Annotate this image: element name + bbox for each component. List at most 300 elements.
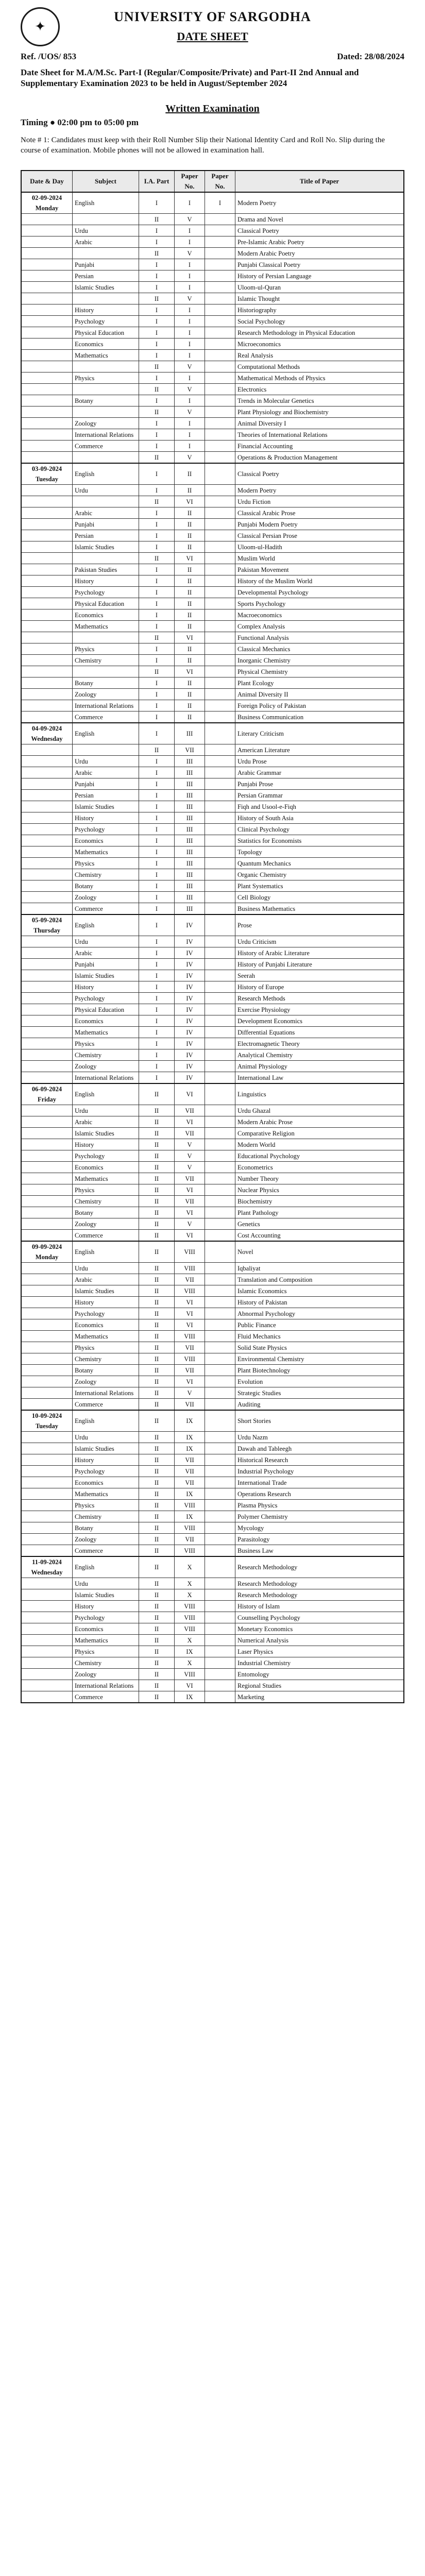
paper-no-cell bbox=[205, 1218, 235, 1230]
paper-no-cell bbox=[205, 1657, 235, 1669]
subject-cell: Psychology bbox=[73, 993, 139, 1004]
paper-title-cell: Nuclear Physics bbox=[235, 1184, 404, 1196]
part-cell: II bbox=[139, 1365, 175, 1376]
paper-no-cell bbox=[205, 1342, 235, 1353]
paper-no-cell: X bbox=[175, 1556, 205, 1578]
paper-title-cell: History of the Muslim World bbox=[235, 575, 404, 587]
date-cell bbox=[21, 1308, 73, 1319]
paper-no-cell bbox=[205, 655, 235, 666]
part-cell: I bbox=[139, 192, 175, 214]
date-cell bbox=[21, 1207, 73, 1218]
reference-number: Ref. /UOS/ 853 bbox=[21, 52, 77, 61]
part-cell: II bbox=[139, 1454, 175, 1466]
subject-cell: Chemistry bbox=[73, 655, 139, 666]
subject-cell: Economics bbox=[73, 1015, 139, 1027]
table-row bbox=[21, 936, 404, 947]
paper-title-cell: Marketing bbox=[235, 1691, 404, 1703]
paper-no-cell: I bbox=[175, 327, 205, 338]
paper-title-cell: International Law bbox=[235, 1072, 404, 1084]
table-row bbox=[21, 835, 404, 846]
paper-no-cell: VIII bbox=[175, 1612, 205, 1623]
paper-title-cell: Topology bbox=[235, 846, 404, 858]
table-row bbox=[21, 880, 404, 892]
paper-no-cell: I bbox=[175, 338, 205, 350]
subject-cell: Economics bbox=[73, 1623, 139, 1635]
part-cell: II bbox=[139, 1443, 175, 1454]
part-cell: I bbox=[139, 677, 175, 689]
paper-no-cell bbox=[205, 723, 235, 744]
table-row bbox=[21, 1015, 404, 1027]
paper-no-cell: II bbox=[175, 541, 205, 553]
part-cell: II bbox=[139, 1285, 175, 1297]
paper-title-cell: Macroeconomics bbox=[235, 609, 404, 621]
paper-no-cell bbox=[205, 1139, 235, 1150]
date-cell bbox=[21, 440, 73, 452]
paper-no-cell bbox=[205, 1162, 235, 1173]
header-cell: Subject bbox=[73, 171, 139, 192]
subject-cell bbox=[73, 293, 139, 304]
paper-no-cell bbox=[205, 1061, 235, 1072]
paper-no-cell bbox=[205, 270, 235, 282]
table-row bbox=[21, 248, 404, 259]
paper-no-cell bbox=[205, 1511, 235, 1522]
paper-no-cell: II bbox=[175, 643, 205, 655]
part-cell: I bbox=[139, 756, 175, 767]
paper-title-cell: Classical Poetry bbox=[235, 463, 404, 485]
table-row bbox=[21, 1534, 404, 1545]
subject-cell: English bbox=[73, 1241, 139, 1263]
subject-cell: Arabic bbox=[73, 947, 139, 959]
paper-no-cell: II bbox=[175, 507, 205, 519]
date-cell bbox=[21, 846, 73, 858]
paper-no-cell bbox=[205, 812, 235, 824]
paper-no-cell bbox=[205, 1297, 235, 1308]
paper-no-cell bbox=[205, 1578, 235, 1589]
date-cell bbox=[21, 1038, 73, 1049]
date-cell bbox=[21, 429, 73, 440]
table-row bbox=[21, 1116, 404, 1128]
table-row bbox=[21, 1410, 404, 1432]
paper-no-cell bbox=[205, 553, 235, 564]
date-cell bbox=[21, 621, 73, 632]
table-row bbox=[21, 869, 404, 880]
subject-cell: Islamic Studies bbox=[73, 1589, 139, 1601]
paper-no-cell: VII bbox=[175, 1105, 205, 1116]
part-cell: II bbox=[139, 384, 175, 395]
subject-cell: Zoology bbox=[73, 1061, 139, 1072]
exam-description: Date Sheet for M.A/M.Sc. Part-I (Regular/Composite/Private) and Part-II 2nd Annual and Supplementary Examination 2023 to be held in August/September 2024 bbox=[21, 67, 359, 89]
subject-cell: Islamic Studies bbox=[73, 541, 139, 553]
paper-title-cell: History of South Asia bbox=[235, 812, 404, 824]
paper-no-cell: VIII bbox=[175, 1353, 205, 1365]
subject-cell: Islamic Studies bbox=[73, 1285, 139, 1297]
subject-cell: History bbox=[73, 1297, 139, 1308]
paper-no-cell: I bbox=[175, 418, 205, 429]
paper-no-cell bbox=[205, 440, 235, 452]
paper-no-cell bbox=[205, 1545, 235, 1557]
subject-cell: Physics bbox=[73, 1646, 139, 1657]
paper-no-cell bbox=[205, 485, 235, 496]
part-cell: I bbox=[139, 778, 175, 790]
subject-cell: Mathematics bbox=[73, 1027, 139, 1038]
paper-title-cell: Number Theory bbox=[235, 1173, 404, 1184]
table-row bbox=[21, 316, 404, 327]
paper-title-cell: Dawah and Tableegh bbox=[235, 1443, 404, 1454]
paper-no-cell: IX bbox=[175, 1691, 205, 1703]
date-cell bbox=[21, 1353, 73, 1365]
table-row bbox=[21, 293, 404, 304]
table-row bbox=[21, 372, 404, 384]
paper-no-cell bbox=[205, 1399, 235, 1411]
date-cell bbox=[21, 395, 73, 406]
paper-title-cell: American Literature bbox=[235, 744, 404, 756]
paper-no-cell bbox=[205, 1184, 235, 1196]
paper-no-cell: II bbox=[175, 519, 205, 530]
subject-cell: Chemistry bbox=[73, 1353, 139, 1365]
paper-no-cell: V bbox=[175, 293, 205, 304]
subject-cell: Physical Education bbox=[73, 327, 139, 338]
date-cell bbox=[21, 1522, 73, 1534]
date-cell bbox=[21, 1218, 73, 1230]
paper-title-cell: Foreign Policy of Pakistan bbox=[235, 700, 404, 711]
date-cell bbox=[21, 1015, 73, 1027]
table-row bbox=[21, 981, 404, 993]
paper-no-cell: IV bbox=[175, 1004, 205, 1015]
part-cell: I bbox=[139, 282, 175, 293]
paper-no-cell: V bbox=[175, 214, 205, 225]
paper-title-cell: Mathematical Methods of Physics bbox=[235, 372, 404, 384]
table-row bbox=[21, 1319, 404, 1331]
paper-title-cell: Solid State Physics bbox=[235, 1342, 404, 1353]
subject-cell: Mathematics bbox=[73, 1635, 139, 1646]
date-cell bbox=[21, 1162, 73, 1173]
table-row bbox=[21, 812, 404, 824]
table-row bbox=[21, 1184, 404, 1196]
subject-cell: Physical Education bbox=[73, 598, 139, 609]
table-row bbox=[21, 1522, 404, 1534]
date-cell bbox=[21, 1319, 73, 1331]
subject-cell: Commerce bbox=[73, 1230, 139, 1242]
subject-cell: Commerce bbox=[73, 1691, 139, 1703]
subject-cell: Commerce bbox=[73, 1399, 139, 1411]
table-row bbox=[21, 350, 404, 361]
paper-title-cell: Research Methodology bbox=[235, 1578, 404, 1589]
table-row bbox=[21, 1669, 404, 1680]
paper-title-cell: Regional Studies bbox=[235, 1680, 404, 1691]
table-row bbox=[21, 1635, 404, 1646]
subject-cell: Psychology bbox=[73, 1308, 139, 1319]
date-cell bbox=[21, 1128, 73, 1139]
part-cell: II bbox=[139, 1241, 175, 1263]
paper-title-cell: Classical Arabic Prose bbox=[235, 507, 404, 519]
part-cell: II bbox=[139, 1522, 175, 1534]
table-row bbox=[21, 1342, 404, 1353]
part-cell: I bbox=[139, 700, 175, 711]
paper-title-cell: Statistics for Economists bbox=[235, 835, 404, 846]
table-row bbox=[21, 541, 404, 553]
subject-cell: Commerce bbox=[73, 1545, 139, 1557]
paper-no-cell bbox=[205, 1646, 235, 1657]
part-cell: II bbox=[139, 1466, 175, 1477]
part-cell: II bbox=[139, 744, 175, 756]
part-cell: I bbox=[139, 959, 175, 970]
paper-title-cell: Operations & Production Management bbox=[235, 452, 404, 464]
paper-title-cell: Research Methodology bbox=[235, 1589, 404, 1601]
paper-title-cell: Electromagnetic Theory bbox=[235, 1038, 404, 1049]
subject-cell: Botany bbox=[73, 677, 139, 689]
paper-title-cell: Laser Physics bbox=[235, 1646, 404, 1657]
paper-title-cell: Genetics bbox=[235, 1218, 404, 1230]
part-cell: I bbox=[139, 858, 175, 869]
table-row bbox=[21, 553, 404, 564]
paper-no-cell bbox=[205, 1623, 235, 1635]
paper-title-cell: Trends in Molecular Genetics bbox=[235, 395, 404, 406]
part-cell: II bbox=[139, 1691, 175, 1703]
subject-cell bbox=[73, 361, 139, 372]
part-cell: I bbox=[139, 429, 175, 440]
part-cell: I bbox=[139, 270, 175, 282]
date-cell bbox=[21, 1274, 73, 1285]
paper-no-cell: VIII bbox=[175, 1331, 205, 1342]
header-cell: Title of Paper bbox=[235, 171, 404, 192]
paper-no-cell: VII bbox=[175, 1534, 205, 1545]
date-cell bbox=[21, 1387, 73, 1399]
paper-no-cell bbox=[205, 824, 235, 835]
table-row bbox=[21, 1454, 404, 1466]
table-row bbox=[21, 587, 404, 598]
paper-no-cell bbox=[205, 700, 235, 711]
paper-no-cell: III bbox=[175, 801, 205, 812]
subject-cell: International Relations bbox=[73, 1387, 139, 1399]
paper-no-cell bbox=[205, 1466, 235, 1477]
paper-title-cell: Electronics bbox=[235, 384, 404, 395]
table-row bbox=[21, 643, 404, 655]
date-cell bbox=[21, 496, 73, 507]
paper-title-cell: Uloom-ul-Hadith bbox=[235, 541, 404, 553]
subject-cell: English bbox=[73, 1556, 139, 1578]
date-cell: 05-09-2024 Thursday bbox=[21, 914, 73, 936]
subject-cell: Arabic bbox=[73, 507, 139, 519]
part-cell: I bbox=[139, 519, 175, 530]
paper-no-cell bbox=[205, 293, 235, 304]
paper-no-cell bbox=[205, 496, 235, 507]
paper-no-cell bbox=[205, 236, 235, 248]
paper-title-cell: Parasitology bbox=[235, 1534, 404, 1545]
part-cell: I bbox=[139, 395, 175, 406]
paper-no-cell bbox=[205, 609, 235, 621]
paper-title-cell: Complex Analysis bbox=[235, 621, 404, 632]
paper-no-cell: II bbox=[175, 463, 205, 485]
subject-cell: Pakistan Studies bbox=[73, 564, 139, 575]
paper-title-cell: Classical Poetry bbox=[235, 225, 404, 236]
table-row bbox=[21, 440, 404, 452]
date-cell bbox=[21, 270, 73, 282]
paper-no-cell: VIII bbox=[175, 1263, 205, 1274]
subject-cell bbox=[73, 248, 139, 259]
table-row bbox=[21, 947, 404, 959]
table-row bbox=[21, 338, 404, 350]
date-cell bbox=[21, 327, 73, 338]
date-cell bbox=[21, 858, 73, 869]
paper-no-cell bbox=[205, 1241, 235, 1263]
paper-no-cell bbox=[205, 1410, 235, 1432]
subject-cell: Arabic bbox=[73, 236, 139, 248]
paper-no-cell: II bbox=[175, 575, 205, 587]
part-cell: II bbox=[139, 248, 175, 259]
subject-cell: Zoology bbox=[73, 418, 139, 429]
table-row bbox=[21, 1578, 404, 1589]
part-cell: I bbox=[139, 892, 175, 903]
paper-title-cell: Drama and Novel bbox=[235, 214, 404, 225]
part-cell: I bbox=[139, 598, 175, 609]
part-cell: II bbox=[139, 666, 175, 677]
header-cell: Paper No. bbox=[175, 171, 205, 192]
date-cell: 04-09-2024 Wednesday bbox=[21, 723, 73, 744]
paper-no-cell bbox=[205, 395, 235, 406]
date-cell bbox=[21, 1578, 73, 1589]
table-row bbox=[21, 1399, 404, 1411]
part-cell: II bbox=[139, 1680, 175, 1691]
header-cell: Date & Day bbox=[21, 171, 73, 192]
paper-no-cell bbox=[205, 1365, 235, 1376]
paper-no-cell bbox=[205, 1004, 235, 1015]
paper-title-cell: International Trade bbox=[235, 1477, 404, 1488]
part-cell: II bbox=[139, 496, 175, 507]
paper-no-cell bbox=[205, 463, 235, 485]
paper-no-cell: V bbox=[175, 452, 205, 464]
table-row bbox=[21, 1083, 404, 1105]
subject-cell: Commerce bbox=[73, 711, 139, 723]
table-row bbox=[21, 225, 404, 236]
paper-no-cell bbox=[205, 767, 235, 778]
paper-no-cell bbox=[205, 1589, 235, 1601]
paper-title-cell: Comparative Religion bbox=[235, 1128, 404, 1139]
header-cell: I.A. Part bbox=[139, 171, 175, 192]
subject-cell: International Relations bbox=[73, 1680, 139, 1691]
table-row bbox=[21, 1162, 404, 1173]
paper-no-cell bbox=[205, 248, 235, 259]
paper-no-cell: IV bbox=[175, 1049, 205, 1061]
subject-cell: Economics bbox=[73, 338, 139, 350]
paper-no-cell: IX bbox=[175, 1432, 205, 1443]
part-cell: II bbox=[139, 1319, 175, 1331]
part-cell: I bbox=[139, 880, 175, 892]
date-cell bbox=[21, 575, 73, 587]
table-row bbox=[21, 1072, 404, 1084]
part-cell: II bbox=[139, 1353, 175, 1365]
paper-title-cell: History of Europe bbox=[235, 981, 404, 993]
date-cell bbox=[21, 689, 73, 700]
paper-no-cell bbox=[205, 1534, 235, 1545]
date-cell bbox=[21, 452, 73, 464]
paper-no-cell: I bbox=[175, 259, 205, 270]
date-cell bbox=[21, 1263, 73, 1274]
paper-no-cell: II bbox=[175, 700, 205, 711]
paper-no-cell bbox=[205, 1353, 235, 1365]
date-cell bbox=[21, 361, 73, 372]
part-cell: I bbox=[139, 981, 175, 993]
part-cell: II bbox=[139, 1128, 175, 1139]
paper-title-cell: Pre-Islamic Arabic Poetry bbox=[235, 236, 404, 248]
date-cell bbox=[21, 711, 73, 723]
part-cell: I bbox=[139, 236, 175, 248]
paper-title-cell: Theories of International Relations bbox=[235, 429, 404, 440]
table-row bbox=[21, 723, 404, 744]
part-cell: II bbox=[139, 214, 175, 225]
paper-no-cell: I bbox=[175, 192, 205, 214]
table-row bbox=[21, 993, 404, 1004]
table-row bbox=[21, 1173, 404, 1184]
part-cell: I bbox=[139, 835, 175, 846]
date-cell bbox=[21, 947, 73, 959]
paper-no-cell bbox=[205, 1072, 235, 1084]
paper-title-cell: Cost Accounting bbox=[235, 1230, 404, 1242]
paper-no-cell: IV bbox=[175, 914, 205, 936]
paper-title-cell: Strategic Studies bbox=[235, 1387, 404, 1399]
paper-title-cell: Research Methodology bbox=[235, 1556, 404, 1578]
paper-no-cell: I bbox=[205, 192, 235, 214]
table-row bbox=[21, 270, 404, 282]
table-row bbox=[21, 1511, 404, 1522]
table-row bbox=[21, 892, 404, 903]
subject-cell: Mathematics bbox=[73, 1331, 139, 1342]
subject-cell: Botany bbox=[73, 880, 139, 892]
paper-title-cell: Seerah bbox=[235, 970, 404, 981]
date-cell bbox=[21, 1285, 73, 1297]
part-cell: I bbox=[139, 418, 175, 429]
date-cell bbox=[21, 1680, 73, 1691]
date-cell bbox=[21, 790, 73, 801]
paper-no-cell: II bbox=[175, 677, 205, 689]
subject-cell: Economics bbox=[73, 835, 139, 846]
paper-no-cell bbox=[205, 689, 235, 700]
table-row bbox=[21, 575, 404, 587]
table-row bbox=[21, 959, 404, 970]
date-cell bbox=[21, 1646, 73, 1657]
paper-title-cell: Historiography bbox=[235, 304, 404, 316]
paper-title-cell: Punjabi Classical Poetry bbox=[235, 259, 404, 270]
date-cell bbox=[21, 1657, 73, 1669]
paper-no-cell: VIII bbox=[175, 1601, 205, 1612]
table-row bbox=[21, 1285, 404, 1297]
paper-no-cell: IV bbox=[175, 993, 205, 1004]
subject-cell: Physics bbox=[73, 1342, 139, 1353]
table-row bbox=[21, 214, 404, 225]
paper-no-cell: III bbox=[175, 767, 205, 778]
paper-no-cell bbox=[205, 778, 235, 790]
part-cell: I bbox=[139, 947, 175, 959]
paper-no-cell bbox=[205, 1488, 235, 1500]
paper-title-cell: Mycology bbox=[235, 1522, 404, 1534]
date-cell bbox=[21, 744, 73, 756]
table-row bbox=[21, 655, 404, 666]
table-row bbox=[21, 1004, 404, 1015]
table-row bbox=[21, 496, 404, 507]
part-cell: II bbox=[139, 1601, 175, 1612]
subject-cell: International Relations bbox=[73, 700, 139, 711]
paper-title-cell: History of Punjabi Literature bbox=[235, 959, 404, 970]
table-row bbox=[21, 677, 404, 689]
part-cell: II bbox=[139, 1500, 175, 1511]
subject-cell: Physics bbox=[73, 1500, 139, 1511]
subject-cell: Zoology bbox=[73, 1669, 139, 1680]
paper-no-cell: III bbox=[175, 778, 205, 790]
paper-title-cell: Fiqh and Usool-e-Fiqh bbox=[235, 801, 404, 812]
date-cell bbox=[21, 812, 73, 824]
paper-no-cell: IV bbox=[175, 1061, 205, 1072]
date-cell bbox=[21, 1534, 73, 1545]
part-cell: I bbox=[139, 1015, 175, 1027]
